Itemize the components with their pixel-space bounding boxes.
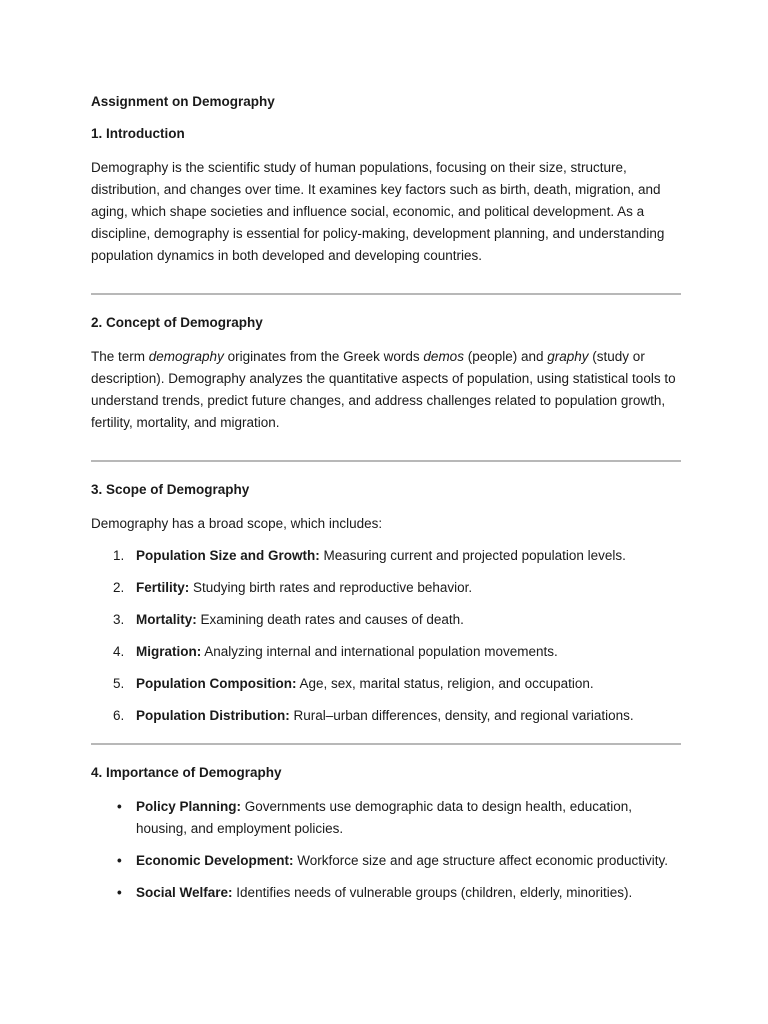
bullet-icon: • bbox=[117, 799, 122, 814]
list-number: 1. bbox=[113, 548, 125, 563]
list-item-label: Population Distribution: bbox=[136, 708, 290, 723]
list-item bbox=[91, 545, 681, 567]
list-item bbox=[91, 609, 681, 631]
section-heading-concept: 2. Concept of Demography bbox=[91, 315, 263, 330]
section-divider bbox=[91, 293, 681, 295]
concept-paragraph bbox=[91, 346, 681, 434]
list-item-text: Studying birth rates and reproductive behavior. bbox=[189, 580, 473, 595]
importance-list bbox=[91, 796, 681, 904]
concept-term-demography: demography bbox=[148, 349, 224, 364]
list-item-label: Fertility: bbox=[136, 580, 190, 595]
list-item-text: Measuring current and projected population levels. bbox=[319, 548, 626, 563]
bullet-icon: • bbox=[117, 885, 122, 900]
concept-text-4: (study or description). Demography analyzes the quantitative aspects of population, using statistical tools to understand trends, predict future changes, and address challenges related to population growth, fertility, mortality, and migration. bbox=[91, 349, 676, 430]
list-item-label: Social Welfare: bbox=[136, 885, 233, 900]
list-item bbox=[91, 796, 681, 840]
list-item-text: Analyzing internal and international population movements. bbox=[201, 644, 558, 659]
document-title: Assignment on Demography bbox=[91, 94, 275, 109]
section-divider bbox=[91, 743, 681, 745]
section-divider bbox=[91, 460, 681, 462]
list-number: 3. bbox=[113, 612, 125, 627]
list-item bbox=[91, 577, 681, 599]
scope-list bbox=[91, 545, 681, 727]
section-heading-importance: 4. Importance of Demography bbox=[91, 765, 282, 780]
section-heading-scope: 3. Scope of Demography bbox=[91, 482, 250, 497]
list-item bbox=[91, 850, 681, 872]
concept-term-demos: demos bbox=[423, 349, 464, 364]
list-item-label: Migration: bbox=[136, 644, 202, 659]
list-number: 6. bbox=[113, 708, 125, 723]
list-item bbox=[91, 673, 681, 695]
list-item-label: Economic Development: bbox=[136, 853, 294, 868]
concept-text-2: originates from the Greek words bbox=[223, 349, 424, 364]
list-number: 5. bbox=[113, 676, 125, 691]
list-item-label: Policy Planning: bbox=[136, 799, 242, 814]
introduction-paragraph: Demography is the scientific study of human populations, focusing on their size, structure, distribution, and changes over time. It examines key factors such as birth, death, migration, and aging, which shape societies and influence social, economic, and political development. As a discipline, demography is essential for policy-making, development planning, and understanding population dynamics in both developed and developing countries. bbox=[91, 160, 665, 263]
list-item-label: Population Size and Growth: bbox=[136, 548, 320, 563]
list-number: 2. bbox=[113, 580, 125, 595]
concept-text-1: The term bbox=[91, 349, 149, 364]
scope-lead: Demography has a broad scope, which includes: bbox=[91, 516, 383, 531]
list-item-label: Mortality: bbox=[136, 612, 197, 627]
list-item-label: Population Composition: bbox=[136, 676, 297, 691]
list-item-text: Workforce size and age structure affect economic productivity. bbox=[293, 853, 668, 868]
list-number: 4. bbox=[113, 644, 125, 659]
list-item-text: Examining death rates and causes of death. bbox=[196, 612, 464, 627]
list-item bbox=[91, 882, 681, 904]
concept-text-3: (people) and bbox=[463, 349, 548, 364]
list-item-text: Age, sex, marital status, religion, and occupation. bbox=[296, 676, 594, 691]
document-page bbox=[91, 93, 681, 914]
concept-term-graphy: graphy bbox=[547, 349, 589, 364]
list-item bbox=[91, 641, 681, 663]
list-item-text: Governments use demographic data to design health, education, housing, and employment policies. bbox=[136, 799, 633, 836]
section-heading-introduction: 1. Introduction bbox=[91, 126, 185, 141]
bullet-icon: • bbox=[117, 853, 122, 868]
list-item-text: Identifies needs of vulnerable groups (children, elderly, minorities). bbox=[232, 885, 633, 900]
list-item bbox=[91, 705, 681, 727]
list-item-text: Rural–urban differences, density, and regional variations. bbox=[289, 708, 634, 723]
